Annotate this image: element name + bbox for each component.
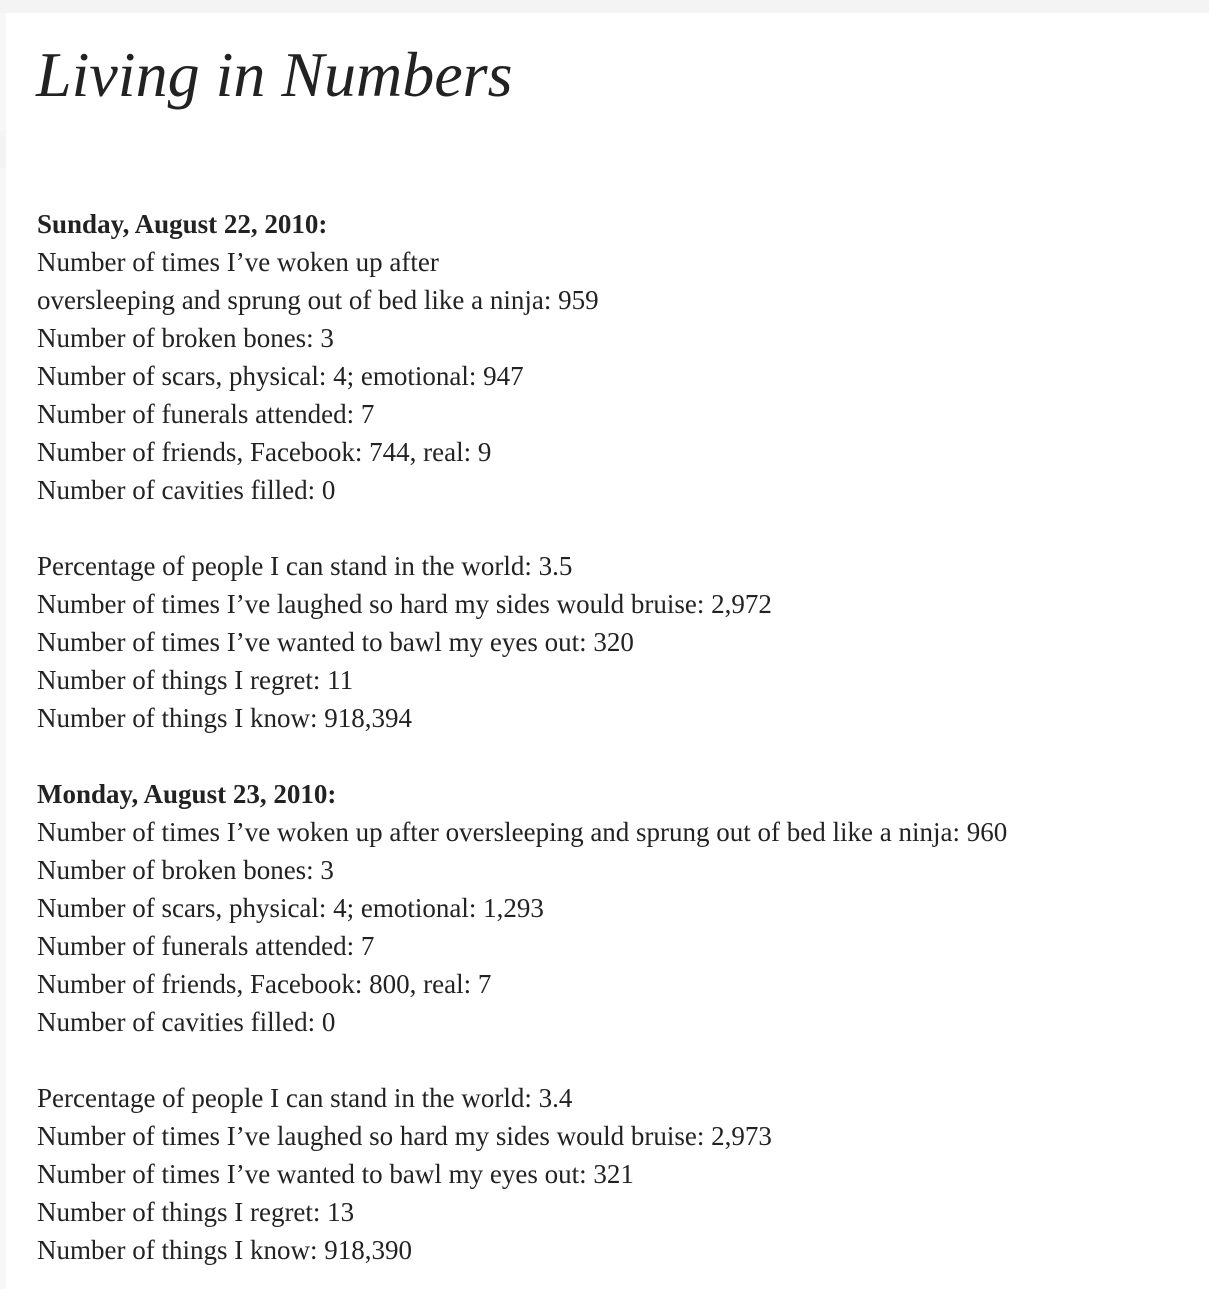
entry-sunday — [37, 205, 1187, 737]
stat-line: Number of cavities filled: 0 — [37, 475, 336, 505]
paragraph-break — [37, 1041, 1187, 1079]
stat-line: Number of funerals attended: 7 — [37, 399, 375, 429]
stat-line: Number of times I’ve wanted to bawl my eyes out: 321 — [37, 1159, 634, 1189]
stat-line: Number of things I know: 918,394 — [37, 703, 412, 733]
stat-line: Number of times I’ve woken up after — [37, 247, 439, 277]
stat-line: Number of times I’ve wanted to bawl my eyes out: 320 — [37, 627, 634, 657]
stat-line: Percentage of people I can stand in the world: 3.5 — [37, 551, 573, 581]
stat-line: Number of scars, physical: 4; emotional: 947 — [37, 361, 524, 391]
stat-line: Number of times I’ve woken up after oversleeping and sprung out of bed like a ninja: 960 — [37, 817, 1008, 847]
stat-line: Number of broken bones: 3 — [37, 855, 334, 885]
stat-line: Number of funerals attended: 7 — [37, 931, 375, 961]
stat-line: Number of friends, Facebook: 800, real: 7 — [37, 969, 492, 999]
stat-line: Number of cavities filled: 0 — [37, 1007, 336, 1037]
stat-line: Number of things I regret: 11 — [37, 665, 354, 695]
post-body — [37, 205, 1187, 1269]
stat-line: Percentage of people I can stand in the world: 3.4 — [37, 1083, 573, 1113]
stat-line: Number of scars, physical: 4; emotional: 1,293 — [37, 893, 544, 923]
header-gap — [0, 131, 1209, 168]
page-title: Living in Numbers — [36, 39, 513, 110]
stat-line: Number of things I regret: 13 — [37, 1197, 355, 1227]
stat-line: Number of friends, Facebook: 744, real: 9 — [37, 437, 492, 467]
stat-line: Number of things I know: 918,390 — [37, 1235, 412, 1265]
entry-date: Sunday, August 22, 2010: — [37, 209, 328, 239]
entry-date: Monday, August 23, 2010: — [37, 779, 337, 809]
stat-line: Number of times I’ve laughed so hard my sides would bruise: 2,973 — [37, 1121, 772, 1151]
stat-line: Number of broken bones: 3 — [37, 323, 334, 353]
stat-line: Number of times I’ve laughed so hard my sides would bruise: 2,972 — [37, 589, 772, 619]
entry-monday — [37, 775, 1187, 1269]
entry-break — [37, 737, 1187, 775]
gap-edge — [0, 131, 6, 168]
stat-line: oversleeping and sprung out of bed like a ninja: 959 — [37, 285, 599, 315]
paragraph-break — [37, 509, 1187, 547]
top-strip — [0, 0, 1209, 13]
